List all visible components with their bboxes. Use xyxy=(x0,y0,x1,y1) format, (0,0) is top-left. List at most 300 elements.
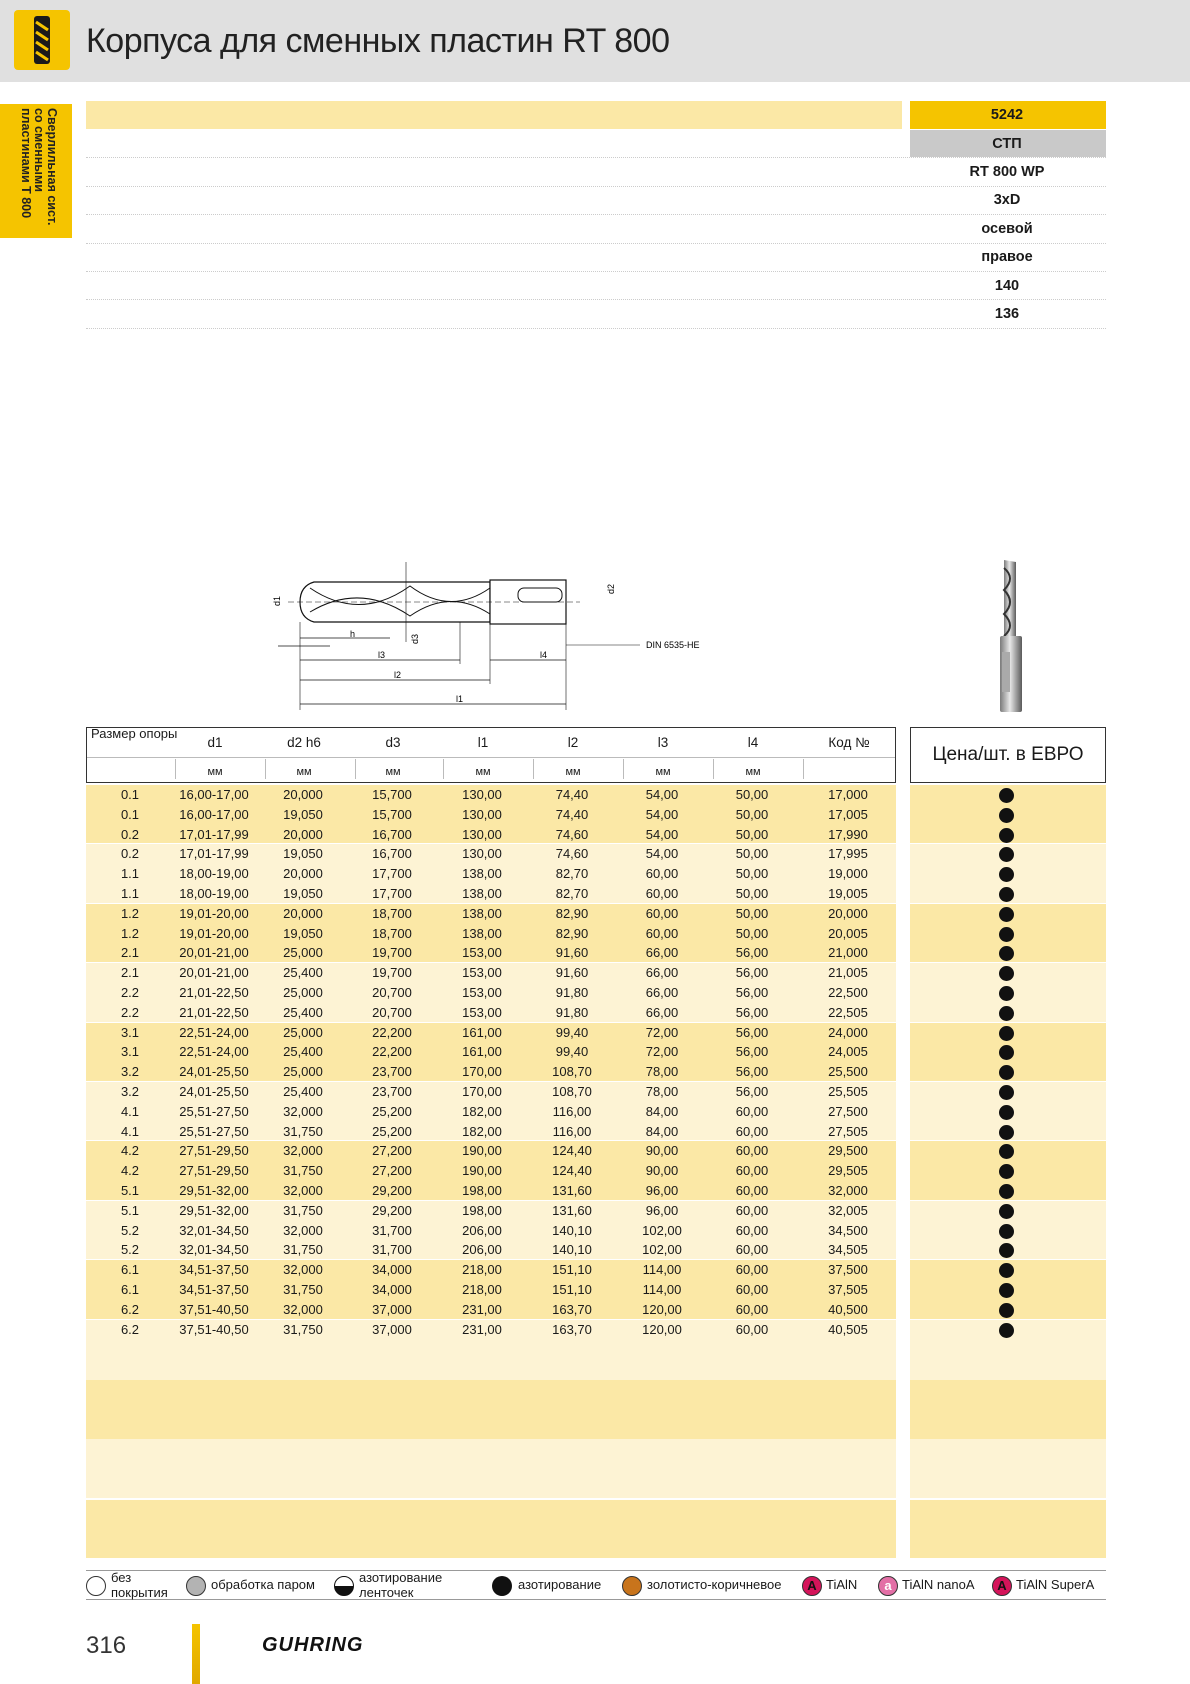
table-row[interactable] xyxy=(86,943,896,963)
table-cell: 56,00 xyxy=(735,1004,769,1020)
nitrided-dot-icon[interactable] xyxy=(999,1085,1014,1100)
table-cell: 31,750 xyxy=(283,1202,323,1218)
table-cell: 23,700 xyxy=(372,1084,412,1099)
drawing-label-l3: l3 xyxy=(378,650,386,660)
table-cell: 91,60 xyxy=(555,965,589,981)
nitrided-dot-icon[interactable] xyxy=(999,1006,1014,1021)
table-cell: 1.1 xyxy=(120,866,140,882)
table-cell: 31,750 xyxy=(283,1242,323,1258)
table-cell: 151,10 xyxy=(552,1282,592,1297)
legend-label: TiAlN nanoA xyxy=(902,1577,975,1592)
table-cell: 34,51-37,50 xyxy=(179,1262,249,1278)
table-cell: 22,51-24,00 xyxy=(179,1024,249,1040)
table-cell: 25,400 xyxy=(283,1004,323,1020)
price-header-label: Цена/шт. в ЕВРО xyxy=(932,744,1084,765)
table-cell: 74,60 xyxy=(555,846,589,862)
table-cell: 40,500 xyxy=(828,1301,868,1317)
drawing-label-l1: l1 xyxy=(456,694,464,704)
table-cell: 84,00 xyxy=(645,1103,679,1119)
unit-d2: мм xyxy=(296,766,312,778)
table-cell: 124,40 xyxy=(552,1143,592,1159)
col-header-code: Код № xyxy=(828,735,870,750)
table-cell: 27,200 xyxy=(372,1143,412,1159)
col-header-d1: d1 xyxy=(207,735,223,750)
table-cell: 198,00 xyxy=(462,1202,502,1218)
table-cell: 60,00 xyxy=(735,1222,769,1238)
table-cell: 19,01-20,00 xyxy=(179,925,249,941)
table-cell: 31,750 xyxy=(283,1321,323,1337)
table-cell: 25,400 xyxy=(283,965,323,981)
table-cell: 124,40 xyxy=(552,1163,592,1179)
table-cell: 108,70 xyxy=(552,1084,592,1099)
table-cell: 32,000 xyxy=(283,1183,323,1198)
table-cell: 19,01-20,00 xyxy=(179,905,249,921)
table-cell: 31,700 xyxy=(372,1242,412,1258)
table-cell: 60,00 xyxy=(735,1282,769,1297)
table-cell: 25,400 xyxy=(283,1044,323,1060)
table-cell: 198,00 xyxy=(462,1183,502,1198)
table-cell: 50,00 xyxy=(735,846,769,862)
table-cell: 50,00 xyxy=(735,866,769,882)
table-band xyxy=(910,1382,1106,1439)
table-cell: 82,90 xyxy=(555,905,589,921)
table-cell: 20,01-21,00 xyxy=(179,965,249,981)
technical-drawing xyxy=(270,552,700,722)
table-row[interactable] xyxy=(86,1141,896,1161)
table-cell: 60,00 xyxy=(645,886,679,901)
table-cell: 29,200 xyxy=(372,1183,412,1198)
table-row[interactable] xyxy=(86,1240,896,1260)
table-cell: 72,00 xyxy=(645,1024,679,1040)
table-row[interactable] xyxy=(86,963,896,983)
table-cell: 182,00 xyxy=(462,1123,502,1139)
col-header-l4: l4 xyxy=(747,735,759,750)
table-row[interactable] xyxy=(86,844,896,864)
table-cell: 17,995 xyxy=(828,846,868,862)
table-cell: 4.2 xyxy=(120,1143,140,1159)
table-cell: 153,00 xyxy=(462,985,502,1000)
brand-logo: GUHRING xyxy=(262,1634,364,1656)
table-row[interactable] xyxy=(86,864,896,884)
table-cell: 82,90 xyxy=(555,925,589,941)
table-cell: 5.1 xyxy=(120,1183,140,1198)
table-cell: 1.2 xyxy=(120,925,140,941)
side-tab-line: со сменными xyxy=(32,108,46,192)
table-cell: 54,00 xyxy=(645,806,679,822)
table-cell: 108,70 xyxy=(552,1064,592,1080)
tialn-nanoa-icon: a xyxy=(878,1576,898,1596)
table-cell: 19,050 xyxy=(283,886,323,901)
table-cell: 6.1 xyxy=(120,1262,140,1278)
table-cell: 190,00 xyxy=(462,1143,502,1159)
table-cell: 19,050 xyxy=(283,846,323,862)
table-cell: 231,00 xyxy=(462,1301,502,1317)
drawing-label-d1: d1 xyxy=(272,595,282,606)
table-cell: 5.2 xyxy=(120,1242,140,1258)
table-cell: 29,505 xyxy=(828,1163,868,1179)
table-row[interactable] xyxy=(86,884,896,904)
spec-value-type: RT 800 WP xyxy=(969,164,1045,180)
table-cell: 60,00 xyxy=(645,905,679,921)
table-cell: 82,70 xyxy=(555,866,589,882)
table-cell: 131,60 xyxy=(552,1183,592,1198)
table-cell: 16,700 xyxy=(372,846,412,862)
table-cell: 72,00 xyxy=(645,1044,679,1060)
nitrided-dot-icon[interactable] xyxy=(999,1224,1014,1239)
table-cell: 90,00 xyxy=(645,1143,679,1159)
table-band xyxy=(86,1441,896,1498)
table-band xyxy=(86,1382,896,1439)
table-row[interactable] xyxy=(86,1260,896,1280)
table-row[interactable] xyxy=(86,1023,896,1043)
drawing-label-d3: d3 xyxy=(410,633,420,644)
legend-label: обработка паром xyxy=(211,1577,315,1592)
table-cell: 34,000 xyxy=(372,1282,412,1297)
table-cell: 50,00 xyxy=(735,886,769,901)
table-cell: 60,00 xyxy=(735,1143,769,1159)
table-row[interactable] xyxy=(86,785,896,805)
spec-value-discount: 140 xyxy=(994,278,1020,294)
table-cell: 25,51-27,50 xyxy=(179,1103,249,1119)
table-cell: 2.2 xyxy=(120,985,140,1000)
table-cell: 3.2 xyxy=(120,1084,140,1099)
table-cell: 56,00 xyxy=(735,945,769,961)
table-band xyxy=(910,1441,1106,1498)
table-cell: 32,000 xyxy=(283,1103,323,1119)
table-cell: 25,200 xyxy=(372,1103,412,1119)
table-cell: 140,10 xyxy=(552,1222,592,1238)
table-cell: 60,00 xyxy=(735,1202,769,1218)
nitrided-dot-icon[interactable] xyxy=(999,1204,1014,1219)
table-row[interactable] xyxy=(86,1042,896,1062)
table-cell: 37,51-40,50 xyxy=(179,1301,249,1317)
table-row[interactable] xyxy=(86,1221,896,1241)
table-cell: 138,00 xyxy=(462,866,502,882)
table-cell: 91,80 xyxy=(555,1004,589,1020)
table-cell: 20,000 xyxy=(828,905,868,921)
table-cell: 102,00 xyxy=(642,1242,682,1258)
spec-value-direction: правое xyxy=(981,249,1033,265)
table-cell: 19,700 xyxy=(372,965,412,981)
table-cell: 1.2 xyxy=(120,905,140,921)
nitrided-dot-icon[interactable] xyxy=(999,1303,1014,1318)
table-cell: 161,00 xyxy=(462,1024,502,1040)
nitrided-dot-icon[interactable] xyxy=(999,1105,1014,1120)
table-cell: 114,00 xyxy=(642,1262,682,1278)
table-row[interactable] xyxy=(86,1201,896,1221)
table-cell: 96,00 xyxy=(645,1202,679,1218)
spec-value-article: 5242 xyxy=(990,107,1024,123)
nitrided-dot-icon[interactable] xyxy=(999,1026,1014,1041)
table-cell: 20,000 xyxy=(283,826,323,842)
spec-value-standard: СТП xyxy=(992,136,1022,152)
table-row[interactable] xyxy=(86,1062,896,1082)
land-nitrided-circle-icon xyxy=(334,1576,354,1596)
table-row[interactable] xyxy=(86,983,896,1003)
table-cell: 3.2 xyxy=(120,1064,140,1080)
table-cell: 0.1 xyxy=(120,806,140,822)
table-cell: 66,00 xyxy=(645,965,679,981)
page-header xyxy=(0,0,1190,82)
tialn-icon: A xyxy=(802,1576,822,1596)
table-cell: 29,200 xyxy=(372,1202,412,1218)
table-cell: 60,00 xyxy=(645,866,679,882)
legend-label: золотисто-коричневое xyxy=(647,1577,782,1592)
nitrided-dot-icon[interactable] xyxy=(999,808,1014,823)
table-cell: 130,00 xyxy=(462,826,502,842)
table-cell: 84,00 xyxy=(645,1123,679,1139)
table-cell: 153,00 xyxy=(462,965,502,981)
table-row[interactable] xyxy=(86,1320,896,1340)
table-cell: 60,00 xyxy=(735,1262,769,1278)
table-cell: 50,00 xyxy=(735,787,769,802)
table-cell: 60,00 xyxy=(735,1301,769,1317)
table-cell: 182,00 xyxy=(462,1103,502,1119)
table-cell: 21,01-22,50 xyxy=(179,985,249,1000)
table-cell: 34,51-37,50 xyxy=(179,1282,249,1297)
table-cell: 5.2 xyxy=(120,1222,140,1238)
table-cell: 82,70 xyxy=(555,886,589,901)
table-cell: 20,700 xyxy=(372,985,412,1000)
table-cell: 16,00-17,00 xyxy=(179,787,249,802)
table-cell: 60,00 xyxy=(735,1183,769,1198)
uncoated-circle-icon xyxy=(86,1576,106,1596)
nitrided-dot-icon[interactable] xyxy=(999,907,1014,922)
col-header-l1: l1 xyxy=(477,735,489,750)
table-cell: 20,700 xyxy=(372,1004,412,1020)
nitrided-dot-icon[interactable] xyxy=(999,828,1014,843)
table-cell: 50,00 xyxy=(735,806,769,822)
table-cell: 21,01-22,50 xyxy=(179,1004,249,1020)
table-cell: 34,500 xyxy=(828,1222,868,1238)
table-cell: 27,51-29,50 xyxy=(179,1163,249,1179)
table-cell: 3.1 xyxy=(120,1044,140,1060)
table-cell: 54,00 xyxy=(645,826,679,842)
table-cell: 34,505 xyxy=(828,1242,868,1258)
table-cell: 37,505 xyxy=(828,1282,868,1297)
nitrided-dot-icon[interactable] xyxy=(999,788,1014,803)
table-cell: 32,000 xyxy=(828,1183,868,1198)
table-cell: 66,00 xyxy=(645,1004,679,1020)
table-cell: 138,00 xyxy=(462,905,502,921)
table-cell: 32,01-34,50 xyxy=(179,1242,249,1258)
table-cell: 17,01-17,99 xyxy=(179,826,249,842)
table-cell: 2.1 xyxy=(120,965,140,981)
table-cell: 25,400 xyxy=(283,1084,323,1099)
drawing-label-l2: l2 xyxy=(394,670,402,680)
table-cell: 0.2 xyxy=(120,846,140,862)
table-cell: 206,00 xyxy=(462,1242,502,1258)
table-cell: 18,700 xyxy=(372,905,412,921)
table-cell: 20,000 xyxy=(283,866,323,882)
nitrided-dot-icon[interactable] xyxy=(999,986,1014,1001)
table-cell: 151,10 xyxy=(552,1262,592,1278)
table-cell: 218,00 xyxy=(462,1262,502,1278)
table-row[interactable] xyxy=(86,825,896,845)
table-cell: 54,00 xyxy=(645,787,679,802)
table-cell: 0.2 xyxy=(120,826,140,842)
coating-legend xyxy=(86,1570,1106,1600)
gold-brown-circle-icon xyxy=(622,1576,642,1596)
table-cell: 20,000 xyxy=(283,905,323,921)
table-cell: 4.2 xyxy=(120,1163,140,1179)
table-cell: 17,000 xyxy=(828,787,868,802)
side-tab-line: Сверлильная сист. xyxy=(45,108,59,226)
table-row[interactable] xyxy=(86,1161,896,1181)
table-row[interactable] xyxy=(86,805,896,825)
nitrided-dot-icon[interactable] xyxy=(999,927,1014,942)
table-cell: 22,200 xyxy=(372,1044,412,1060)
col-header-d3: d3 xyxy=(385,735,401,750)
table-cell: 140,10 xyxy=(552,1242,592,1258)
table-cell: 2.1 xyxy=(120,945,140,961)
nitrided-dot-icon[interactable] xyxy=(999,1283,1014,1298)
table-cell: 31,750 xyxy=(283,1163,323,1179)
table-cell: 60,00 xyxy=(735,1242,769,1258)
side-tab-line: пластинами Т 800 xyxy=(19,108,33,219)
table-row[interactable] xyxy=(86,924,896,944)
table-cell: 60,00 xyxy=(735,1103,769,1119)
table-cell: 24,005 xyxy=(828,1044,868,1060)
page-title: Корпуса для сменных пластин RT 800 xyxy=(86,22,670,60)
table-cell: 27,505 xyxy=(828,1123,868,1139)
table-cell: 130,00 xyxy=(462,806,502,822)
table-cell: 32,000 xyxy=(283,1143,323,1159)
nitrided-dot-icon[interactable] xyxy=(999,1125,1014,1140)
table-cell: 4.1 xyxy=(120,1123,140,1139)
table-cell: 99,40 xyxy=(555,1044,589,1060)
nitrided-dot-icon[interactable] xyxy=(999,1184,1014,1199)
table-cell: 25,51-27,50 xyxy=(179,1123,249,1139)
table-cell: 27,51-29,50 xyxy=(179,1143,249,1159)
table-cell: 19,700 xyxy=(372,945,412,961)
unit-d1: мм xyxy=(207,766,223,778)
table-cell: 37,500 xyxy=(828,1262,868,1278)
table-cell: 60,00 xyxy=(735,1321,769,1337)
table-cell: 96,00 xyxy=(645,1183,679,1198)
table-cell: 22,500 xyxy=(828,985,868,1000)
table-cell: 91,60 xyxy=(555,945,589,961)
table-row[interactable] xyxy=(86,1003,896,1023)
table-cell: 74,40 xyxy=(555,806,589,822)
drawing-label-h: h xyxy=(350,629,356,639)
legend-label: TiAlN xyxy=(826,1577,858,1592)
table-row[interactable] xyxy=(86,1102,896,1122)
legend-label: азотирование ленточек xyxy=(359,1570,443,1600)
table-row[interactable] xyxy=(86,1082,896,1102)
table-cell: 130,00 xyxy=(462,846,502,862)
table-cell: 37,000 xyxy=(372,1321,412,1337)
spec-value-techinfo[interactable]: 136 xyxy=(994,306,1020,322)
table-row[interactable] xyxy=(86,1280,896,1300)
table-cell: 6.2 xyxy=(120,1321,140,1337)
table-cell: 22,51-24,00 xyxy=(179,1044,249,1060)
table-cell: 20,005 xyxy=(828,925,868,941)
table-cell: 170,00 xyxy=(462,1084,502,1099)
table-cell: 74,60 xyxy=(555,826,589,842)
nitrided-dot-icon[interactable] xyxy=(999,887,1014,902)
table-cell: 18,00-19,00 xyxy=(179,886,249,901)
table-cell: 32,000 xyxy=(283,1262,323,1278)
table-cell: 25,000 xyxy=(283,1064,323,1080)
table-cell: 138,00 xyxy=(462,886,502,901)
table-cell: 78,00 xyxy=(645,1064,679,1080)
table-cell: 24,000 xyxy=(828,1024,868,1040)
table-cell: 116,00 xyxy=(552,1103,592,1119)
table-row[interactable] xyxy=(86,1122,896,1142)
table-cell: 32,000 xyxy=(283,1222,323,1238)
table-band xyxy=(86,1500,896,1558)
page-number: 316 xyxy=(86,1632,127,1659)
table-cell: 74,40 xyxy=(555,787,589,802)
steam-treated-circle-icon xyxy=(186,1576,206,1596)
table-cell: 90,00 xyxy=(645,1163,679,1179)
table-cell: 218,00 xyxy=(462,1282,502,1297)
table-cell: 66,00 xyxy=(645,945,679,961)
unit-l1: мм xyxy=(475,766,491,778)
table-row[interactable] xyxy=(86,1300,896,1320)
table-cell: 20,01-21,00 xyxy=(179,945,249,961)
section-side-tab[interactable] xyxy=(0,104,72,238)
table-cell: 2.2 xyxy=(120,1004,140,1020)
table-cell: 60,00 xyxy=(645,925,679,941)
table-cell: 25,000 xyxy=(283,1024,323,1040)
table-cell: 37,000 xyxy=(372,1301,412,1317)
table-cell: 24,01-25,50 xyxy=(179,1084,249,1099)
legend-label: TiAlN SuperA xyxy=(1016,1577,1095,1592)
table-cell: 206,00 xyxy=(462,1222,502,1238)
table-cell: 17,700 xyxy=(372,866,412,882)
drawing-label-l4: l4 xyxy=(540,650,548,660)
table-cell: 23,700 xyxy=(372,1064,412,1080)
size-table-header xyxy=(86,727,896,783)
table-cell: 22,505 xyxy=(828,1004,868,1020)
table-cell: 91,80 xyxy=(555,985,589,1000)
unit-d3: мм xyxy=(385,766,401,778)
table-cell: 17,990 xyxy=(828,826,868,842)
table-row[interactable] xyxy=(86,1181,896,1201)
table-cell: 19,050 xyxy=(283,806,323,822)
table-cell: 32,000 xyxy=(283,1301,323,1317)
table-cell: 153,00 xyxy=(462,945,502,961)
table-cell: 56,00 xyxy=(735,1044,769,1060)
table-cell: 15,700 xyxy=(372,787,412,802)
table-cell: 18,00-19,00 xyxy=(179,866,249,882)
table-cell: 50,00 xyxy=(735,826,769,842)
table-cell: 56,00 xyxy=(735,1084,769,1099)
tialn-supera-icon: A xyxy=(992,1576,1012,1596)
table-row[interactable] xyxy=(86,904,896,924)
table-cell: 4.1 xyxy=(120,1103,140,1119)
table-cell: 66,00 xyxy=(645,985,679,1000)
nitrided-dot-icon[interactable] xyxy=(999,1323,1014,1338)
table-cell: 6.1 xyxy=(120,1282,140,1297)
col-header-d2: d2 h6 xyxy=(287,735,321,750)
table-cell: 29,51-32,00 xyxy=(179,1183,249,1198)
legend-label: без покрытия xyxy=(111,1570,168,1600)
table-cell: 138,00 xyxy=(462,925,502,941)
table-cell: 50,00 xyxy=(735,925,769,941)
table-cell: 114,00 xyxy=(642,1282,682,1297)
table-band xyxy=(910,1500,1106,1558)
table-cell: 29,51-32,00 xyxy=(179,1202,249,1218)
table-cell: 50,00 xyxy=(735,905,769,921)
table-cell: 24,01-25,50 xyxy=(179,1064,249,1080)
table-cell: 31,700 xyxy=(372,1222,412,1238)
table-cell: 5.1 xyxy=(120,1202,140,1218)
table-cell: 32,005 xyxy=(828,1202,868,1218)
table-cell: 153,00 xyxy=(462,1004,502,1020)
